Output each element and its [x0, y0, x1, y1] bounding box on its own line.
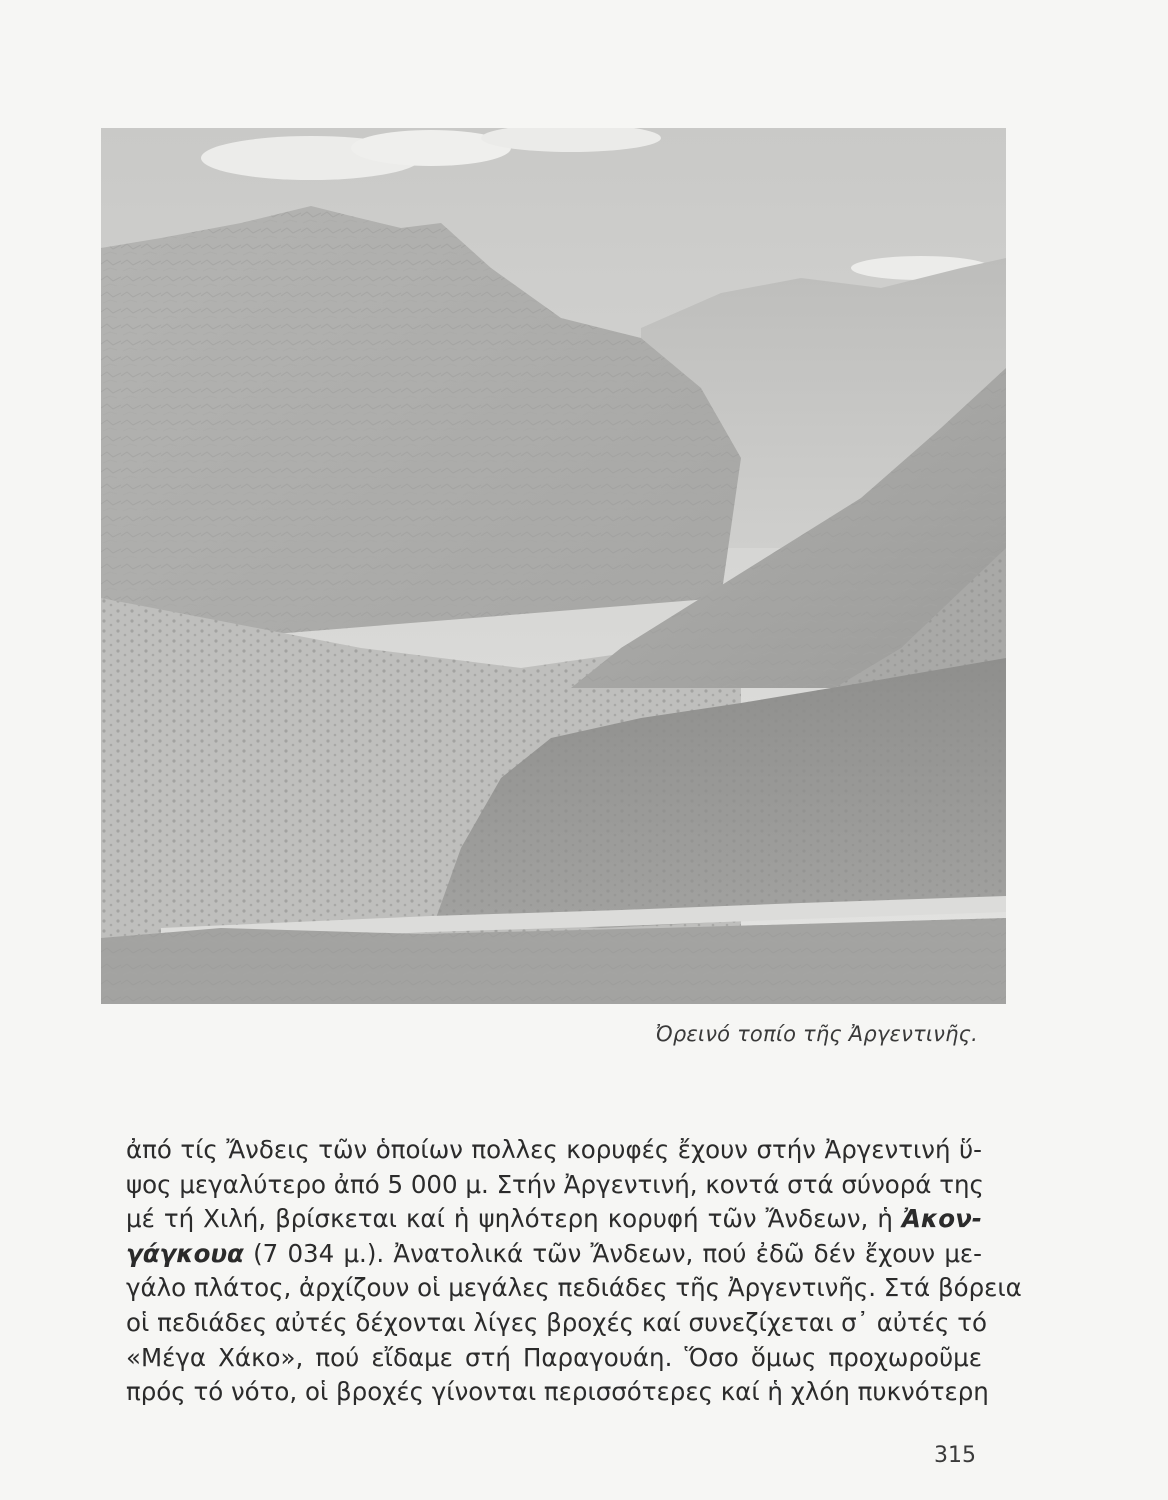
text-line-part: μέ τή Χιλή, βρίσκεται καί ἡ ψηλότερη κορυφή τῶν Ἄνδεων, ἡ	[126, 1204, 893, 1234]
text-line: πρός τό νότο, οἱ βροχές γίνονται περισσότερες καί ἡ χλόη πυκνότερη	[126, 1377, 989, 1407]
text-line-part: (7 034 μ.). Ἀνατολικά τῶν Ἄνδεων, πού ἐδῶ δέν ἔχουν με-	[253, 1238, 982, 1268]
highlighted-term-part2: γάγκουα	[126, 1238, 244, 1268]
page-number: 315	[934, 1443, 976, 1468]
text-line: ἀπό τίς Ἄνδεις τῶν ὁποίων πολλες κορυφές ἔχουν στήν Ἀργεντινή ὕ-	[126, 1135, 982, 1164]
mountain-photo	[101, 128, 1006, 1004]
body-paragraph	[126, 1133, 1022, 1410]
mountain-landscape-image	[101, 128, 1006, 1004]
text-line	[126, 1237, 982, 1272]
text-line: γάλο πλάτος, ἀρχίζουν οἱ μεγάλες πεδιάδες τῆς Ἀργεντινῆς. Στά βόρεια	[126, 1273, 1022, 1303]
text-line	[126, 1202, 982, 1237]
text-line: «Μέγα Χάκο», πού εἴδαμε στή Παραγουάη. Ὅσο ὅμως προχωροῦμε	[126, 1342, 982, 1372]
text-line: οἱ πεδιάδες αὐτές δέχονται λίγες βροχές καί συνεζίχεται σ᾽ αὐτές τό	[126, 1307, 987, 1337]
text-line: ψος μεγαλύτερο ἀπό 5 000 μ. Στήν Ἀργεντινή, κοντά στά σύνορά της	[126, 1169, 984, 1199]
photo-caption: Ὀρεινό τοπίο τῆς Ἀργεντινῆς.	[655, 1022, 978, 1046]
highlighted-term-part1: Ἀκον-	[901, 1204, 982, 1234]
